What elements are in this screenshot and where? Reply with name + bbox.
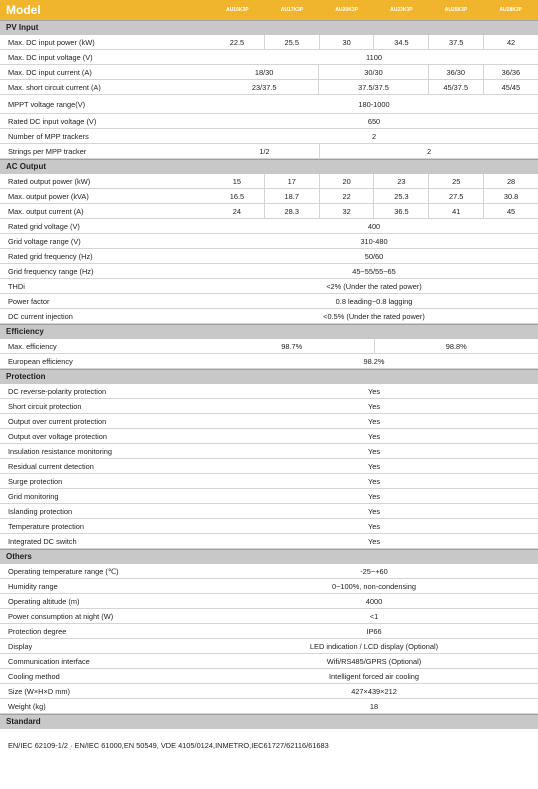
spec-value: 50/60	[364, 251, 384, 261]
spec-label: Number of MPP trackers	[8, 131, 89, 141]
spec-label: Grid frequency range (Hz)	[8, 266, 94, 276]
spec-label: Protection degree	[8, 626, 67, 636]
spec-value: Yes	[367, 476, 381, 486]
spec-row	[0, 129, 538, 144]
spec-value: Yes	[367, 521, 381, 531]
spec-label: MPPT voltage range(V)	[8, 99, 86, 109]
spec-value: 0~100%, non-condensing	[331, 581, 417, 591]
spec-value: <1	[369, 611, 379, 621]
spec-row	[0, 669, 538, 684]
spec-value: 45~55/55~65	[352, 266, 396, 276]
spec-value: Yes	[367, 416, 381, 426]
spec-label: DC reverse-polarity protection	[8, 386, 107, 396]
spec-value: Yes	[367, 536, 381, 546]
spec-value: 25.5	[264, 35, 319, 49]
spec-value: <0.5% (Under the rated power)	[323, 311, 425, 321]
spec-value: 98.2%	[363, 356, 385, 366]
spec-label: Short circuit protection	[8, 401, 82, 411]
spec-value: 310-480	[360, 236, 388, 246]
spec-value: 1/2	[259, 146, 270, 156]
spec-row	[0, 624, 538, 639]
spec-value: 41	[428, 204, 483, 218]
spec-label: Surge protection	[8, 476, 63, 486]
spec-value: 18.7	[264, 189, 319, 203]
spec-row	[0, 429, 538, 444]
spec-label: Grid voltage range (V)	[8, 236, 81, 246]
spec-label: Islanding protection	[8, 506, 73, 516]
spec-label: Rated grid frequency (Hz)	[8, 251, 93, 261]
spec-label: European efficiency	[8, 356, 73, 366]
spec-label: Residual current detection	[8, 461, 94, 471]
spec-label: Grid monitoring	[8, 491, 59, 501]
spec-value: 28.3	[264, 204, 319, 218]
spec-value: 98.7%	[281, 341, 303, 351]
section-title: Efficiency	[0, 324, 538, 339]
spec-value: <2% (Under the rated power)	[326, 281, 422, 291]
spec-row	[0, 249, 538, 264]
spec-value: 45/37.5	[428, 80, 483, 94]
spec-label: Humidity range	[8, 581, 58, 591]
spec-row	[0, 339, 538, 354]
standard-text: EN/IEC 62109-1/2 · EN/IEC 61000,EN 50549, VDE 4105/0124,INMETRO,IEC61727/62116/61683	[8, 741, 329, 750]
spec-value: 36.5	[373, 204, 428, 218]
spec-row	[0, 264, 538, 279]
spec-value: 25	[428, 174, 483, 188]
section-title: Protection	[0, 369, 538, 384]
spec-value: 18/30	[254, 67, 274, 77]
spec-label: Max. DC input power (kW)	[8, 37, 95, 47]
spec-row	[0, 474, 538, 489]
spec-label: Max. short circuit current (A)	[8, 82, 101, 92]
spec-row	[0, 639, 538, 654]
spec-value: 15	[232, 176, 242, 186]
spec-value: 34.5	[373, 35, 428, 49]
spec-row	[0, 444, 538, 459]
spec-value: 30/30	[318, 65, 427, 79]
spec-value: 32	[319, 204, 374, 218]
spec-value: 18	[369, 701, 379, 711]
spec-row	[0, 309, 538, 324]
spec-row	[0, 534, 538, 549]
spec-value: Yes	[367, 431, 381, 441]
spec-value: Intelligent forced air cooling	[329, 671, 419, 681]
spec-value: 30.8	[483, 189, 538, 203]
spec-value: 22	[319, 189, 374, 203]
spec-label: Max. output current (A)	[8, 206, 84, 216]
spec-sections	[0, 20, 538, 729]
spec-label: Size (W×H×D mm)	[8, 686, 71, 696]
spec-value: 2	[319, 144, 538, 158]
model-label: Model	[6, 3, 41, 17]
spec-value: Yes	[367, 461, 381, 471]
table-header	[0, 0, 538, 20]
spec-label: Communication interface	[8, 656, 90, 666]
spec-value: 180-1000	[358, 99, 390, 109]
section-title: Standard	[0, 714, 538, 729]
spec-row	[0, 414, 538, 429]
spec-row	[0, 384, 538, 399]
spec-row	[0, 654, 538, 669]
spec-row	[0, 174, 538, 189]
spec-value: 23/37.5	[251, 82, 277, 92]
spec-value: 24	[232, 206, 242, 216]
spec-value: Yes	[367, 446, 381, 456]
spec-label: Rated grid voltage (V)	[8, 221, 80, 231]
spec-value: 1100	[366, 52, 382, 62]
spec-label: Operating altitude (m)	[8, 596, 80, 606]
spec-value: 22.5	[229, 37, 245, 47]
spec-row	[0, 189, 538, 204]
spec-value: -25~+60	[360, 566, 388, 576]
spec-row	[0, 294, 538, 309]
spec-label: Power factor	[8, 296, 50, 306]
spec-row	[0, 234, 538, 249]
spec-label: Max. DC input current (A)	[8, 67, 92, 77]
spec-row	[0, 489, 538, 504]
spec-value: Yes	[367, 386, 381, 396]
spec-value: 45	[483, 204, 538, 218]
spec-value: 98.8%	[374, 339, 538, 353]
spec-label: Strings per MPP tracker	[8, 146, 87, 156]
spec-value: 45/45	[483, 80, 538, 94]
spec-value: 42	[483, 35, 538, 49]
spec-value: 30	[319, 35, 374, 49]
section-title: PV Input	[0, 20, 538, 35]
model-column-1: AU15K3P	[226, 7, 249, 13]
model-column-5: AU25K3P	[444, 7, 468, 13]
spec-row	[0, 579, 538, 594]
spec-row	[0, 279, 538, 294]
model-column-2: AU17K3P	[280, 7, 304, 13]
spec-label: Insulation resistance monitoring	[8, 446, 112, 456]
spec-row	[0, 609, 538, 624]
spec-value: Yes	[367, 401, 381, 411]
model-column-3: AU20K3P	[335, 7, 358, 13]
spec-label: Cooling method	[8, 671, 60, 681]
spec-label: Power consumption at night (W)	[8, 611, 114, 621]
spec-label: Rated DC input voltage (V)	[8, 116, 97, 126]
spec-row	[0, 50, 538, 65]
spec-value: 17	[264, 174, 319, 188]
spec-label: Display	[8, 641, 33, 651]
spec-row	[0, 114, 538, 129]
spec-label: Max. DC input voltage (V)	[8, 52, 93, 62]
spec-value: Yes	[367, 506, 381, 516]
spec-value: 27.5	[428, 189, 483, 203]
spec-value: 20	[319, 174, 374, 188]
section-title: Others	[0, 549, 538, 564]
spec-row	[0, 459, 538, 474]
spec-value: 37.5	[428, 35, 483, 49]
spec-label: THDi	[8, 281, 25, 291]
spec-row	[0, 594, 538, 609]
spec-value: 36/36	[483, 65, 538, 79]
spec-value: Yes	[367, 491, 381, 501]
spec-label: Operating temperature range (℃)	[8, 566, 119, 576]
spec-row	[0, 35, 538, 50]
spec-value: Wifi/RS485/GPRS (Optional)	[326, 656, 422, 666]
spec-row	[0, 95, 538, 114]
spec-label: Output over current protection	[8, 416, 107, 426]
spec-row	[0, 65, 538, 80]
spec-value: 28	[483, 174, 538, 188]
spec-row	[0, 504, 538, 519]
spec-label: Max. efficiency	[8, 341, 57, 351]
model-column-6: AU28K3P	[499, 7, 522, 13]
spec-value: IP66	[366, 626, 382, 636]
spec-label: Weight (kg)	[8, 701, 46, 711]
spec-value: 16.5	[229, 191, 245, 201]
model-column-4: AU23K3P	[390, 7, 413, 13]
spec-row	[0, 564, 538, 579]
spec-label: Max. output power (kVA)	[8, 191, 89, 201]
spec-row	[0, 519, 538, 534]
spec-row	[0, 80, 538, 95]
section-title: AC Output	[0, 159, 538, 174]
spec-row	[0, 354, 538, 369]
spec-label: Temperature protection	[8, 521, 84, 531]
spec-value: 4000	[365, 596, 383, 606]
spec-value: 2	[371, 131, 377, 141]
spec-value: 0.8 leading~0.8 lagging	[335, 296, 413, 306]
spec-value: 427×439×212	[351, 686, 397, 696]
spec-label: Integrated DC switch	[8, 536, 77, 546]
spec-row	[0, 219, 538, 234]
spec-value: 650	[367, 116, 381, 126]
spec-value: 25.3	[373, 189, 428, 203]
spec-row	[0, 699, 538, 714]
spec-value: LED indication / LCD display (Optional)	[309, 641, 439, 651]
spec-value: 400	[367, 221, 381, 231]
spec-label: DC current injection	[8, 311, 73, 321]
spec-value: 37.5/37.5	[318, 80, 427, 94]
spec-value: 23	[373, 174, 428, 188]
spec-value: 36/30	[428, 65, 483, 79]
spec-row	[0, 204, 538, 219]
spec-row	[0, 144, 538, 159]
spec-row	[0, 399, 538, 414]
spec-label: Rated output power (kW)	[8, 176, 91, 186]
spec-row	[0, 684, 538, 699]
spec-label: Output over voltage protection	[8, 431, 108, 441]
